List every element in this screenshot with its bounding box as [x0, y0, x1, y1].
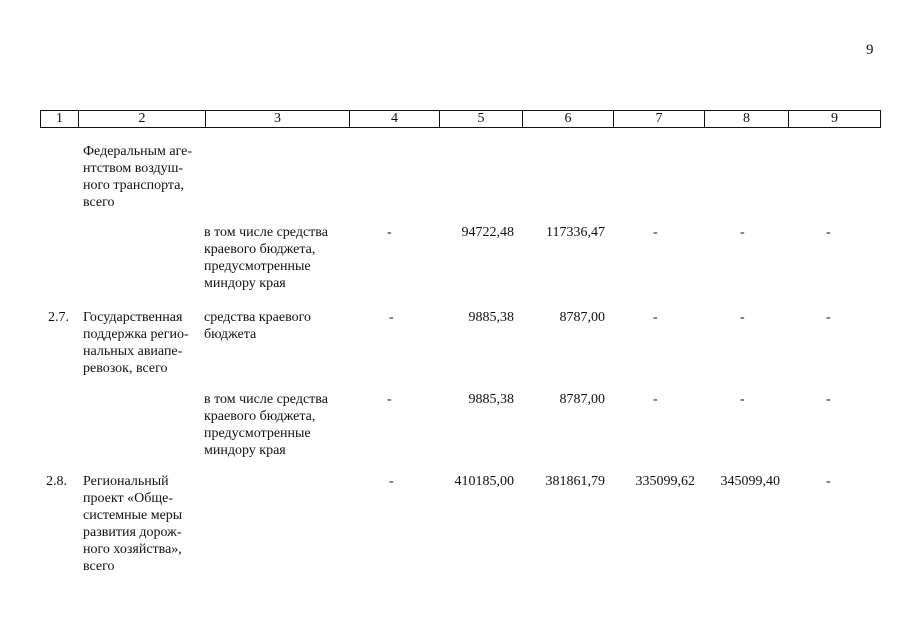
source-line: в том числе средства [204, 225, 328, 240]
source-line: краевого бюджета, [204, 242, 316, 257]
value-col4: - [387, 392, 392, 407]
value-col8: 345099,40 [720, 474, 780, 489]
value-col4: - [387, 225, 392, 240]
value-col5: 9885,38 [468, 392, 514, 407]
source-line: предусмотренные [204, 259, 311, 274]
value-col8: - [740, 225, 745, 240]
header-col-1: 1 [41, 111, 79, 128]
header-col-4: 4 [350, 111, 440, 128]
value-col6: 8787,00 [559, 310, 605, 325]
header-row [41, 111, 881, 128]
header-col-2: 2 [79, 111, 206, 128]
source-line: бюджета [204, 327, 257, 342]
value-col7: 335099,62 [635, 474, 695, 489]
source-line: миндору края [204, 276, 286, 291]
value-col8: - [740, 310, 745, 325]
value-col9: - [826, 474, 831, 489]
value-col8: - [740, 392, 745, 407]
description-line: поддержка регио- [83, 327, 189, 342]
description-line: Региональный [83, 474, 169, 489]
source-line: в том числе средства [204, 392, 328, 407]
header-col-9: 9 [789, 111, 881, 128]
row-source [204, 391, 342, 459]
description-line: всего [83, 195, 115, 210]
description-line: развития дорож- [83, 525, 182, 540]
value-col9: - [826, 310, 831, 325]
row-description [83, 143, 200, 211]
description-line: Государственная [83, 310, 183, 325]
value-col5: 410185,00 [454, 474, 514, 489]
source-line: средства краевого [204, 310, 311, 325]
description-line: проект «Обще- [83, 491, 174, 506]
header-col-6: 6 [523, 111, 614, 128]
description-line: ревозок, всего [83, 361, 168, 376]
header-col-5: 5 [440, 111, 523, 128]
value-col4: - [389, 474, 394, 489]
row-number: 2.7. [48, 310, 69, 325]
description-line: Федеральным аге- [83, 144, 193, 159]
value-col4: - [389, 310, 394, 325]
value-col9: - [826, 392, 831, 407]
value-col9: - [826, 225, 831, 240]
value-col5: 9885,38 [468, 310, 514, 325]
description-line: нтством воздуш- [83, 161, 184, 176]
description-line: ного транспорта, [83, 178, 184, 193]
description-line: нальных авиапе- [83, 344, 183, 359]
column-number-header [40, 110, 881, 128]
description-line: всего [83, 559, 115, 574]
source-line: краевого бюджета, [204, 409, 316, 424]
source-line: предусмотренные [204, 426, 311, 441]
value-col7: - [653, 310, 658, 325]
header-col-8: 8 [705, 111, 789, 128]
page-number: 9 [866, 42, 874, 58]
row-description [83, 473, 200, 575]
value-col6: 8787,00 [559, 392, 605, 407]
value-col6: 381861,79 [545, 474, 605, 489]
value-col7: - [653, 392, 658, 407]
description-line: системные меры [83, 508, 183, 523]
value-col6: 117336,47 [546, 225, 605, 240]
header-col-3: 3 [206, 111, 350, 128]
value-col5: 94722,48 [461, 225, 514, 240]
source-line: миндору края [204, 443, 286, 458]
value-col7: - [653, 225, 658, 240]
row-source [204, 309, 342, 343]
row-number: 2.8. [46, 474, 67, 489]
row-description [83, 309, 200, 377]
header-col-7: 7 [614, 111, 705, 128]
row-source [204, 224, 342, 292]
description-line: ного хозяйства», [83, 542, 182, 557]
